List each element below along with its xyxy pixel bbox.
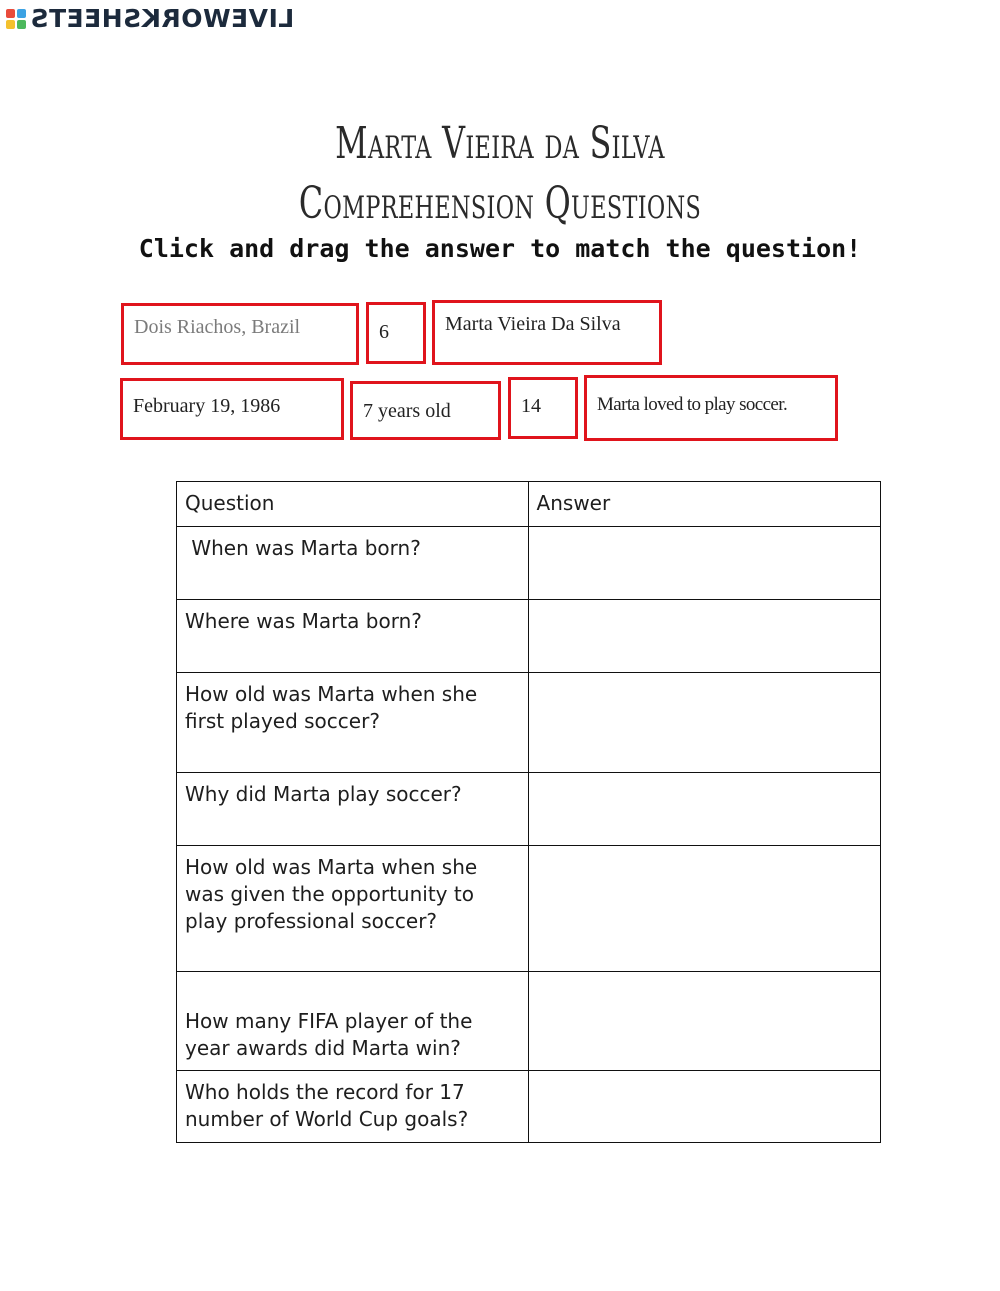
instruction-text: Click and drag the answer to match the question! — [138, 234, 862, 263]
question-cell: How old was Marta when she first played soccer? — [177, 673, 529, 773]
answer-drop-zone[interactable] — [528, 600, 880, 673]
liveworksheets-logo-icon — [6, 9, 26, 29]
question-column-header: Question — [177, 482, 529, 527]
answer-chip[interactable]: February 19, 1986 — [120, 378, 344, 440]
answer-chip[interactable]: Marta Vieira Da Silva — [432, 300, 662, 365]
answer-drop-zone[interactable] — [528, 527, 880, 600]
question-cell: Why did Marta play soccer? — [177, 773, 529, 846]
answer-drop-zone[interactable] — [528, 1071, 880, 1143]
table-row — [177, 1071, 881, 1143]
page-subtitle: Comprehension Questions — [298, 178, 702, 229]
answer-chip[interactable]: 14 — [508, 377, 578, 439]
question-cell: When was Marta born? — [177, 527, 529, 600]
question-cell: Where was Marta born? — [177, 600, 529, 673]
answer-chip[interactable]: Marta loved to play soccer. — [584, 375, 838, 441]
answer-drop-zone[interactable] — [528, 773, 880, 846]
answer-chip[interactable]: Dois Riachos, Brazil — [121, 303, 359, 365]
question-cell: Who holds the record for 17 number of World Cup goals? — [177, 1071, 529, 1143]
question-cell: How many FIFA player of the year awards did Marta win? — [177, 972, 529, 1071]
answer-chip[interactable]: 7 years old — [350, 381, 501, 440]
table-row — [177, 600, 881, 673]
table-row — [177, 846, 881, 972]
table-row — [177, 527, 881, 600]
answer-drop-zone[interactable] — [528, 846, 880, 972]
answer-drop-zone[interactable] — [528, 972, 880, 1071]
answer-column-header: Answer — [528, 482, 880, 527]
answer-drop-zone[interactable] — [528, 673, 880, 773]
table-header-row — [177, 482, 881, 527]
table-row — [177, 773, 881, 846]
liveworksheets-logo — [6, 4, 294, 34]
question-answer-table — [176, 481, 881, 1143]
table-row — [177, 972, 881, 1071]
logo-text: LIVEWORKSHEETS — [30, 4, 295, 33]
question-cell: How old was Marta when she was given the opportunity to play professional soccer? — [177, 846, 529, 972]
answer-chip[interactable]: 6 — [366, 302, 426, 364]
table-row — [177, 673, 881, 773]
page-title: Marta Vieira da Silva — [335, 118, 665, 169]
